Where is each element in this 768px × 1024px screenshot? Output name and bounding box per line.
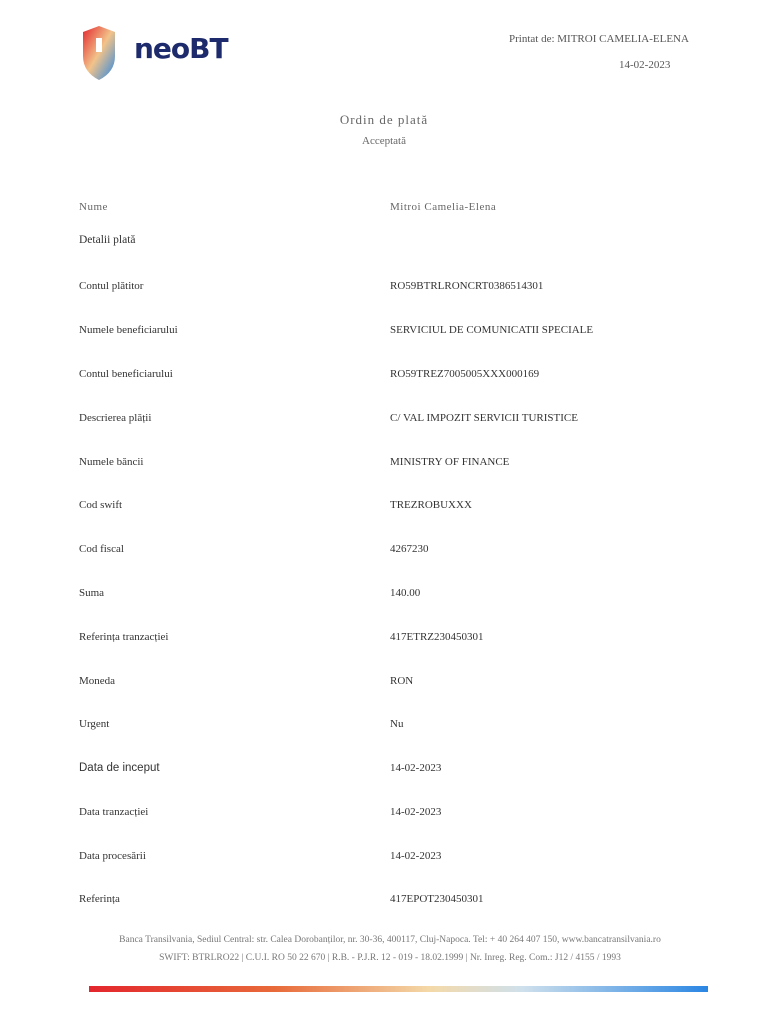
footer-registration: SWIFT: BTRLRO22 | C.U.I. RO 50 22 670 | R.B. - P.J.R. 12 - 019 - 18.02.1999 | Nr. Inreg. Reg. Com.: J12 / 4155 / 1993	[159, 953, 621, 963]
row-value: Nu	[390, 718, 404, 730]
row-label: Numele băncii	[79, 456, 144, 468]
row-label: Urgent	[79, 718, 110, 730]
row-label: Suma	[79, 587, 105, 599]
row-value: 140.00	[390, 587, 421, 599]
document-title: Ordin de plată	[339, 112, 429, 127]
row-value: SERVICIUL DE COMUNICATII SPECIALE	[390, 324, 594, 336]
row-value: RO59BTRLRONCRT0386514301	[390, 280, 544, 292]
logo-text: neoBT	[134, 32, 228, 65]
row-label: Cod swift	[79, 499, 123, 511]
row-value: 14-02-2023	[390, 806, 442, 818]
row-value: 417EPOT230450301	[390, 893, 484, 905]
row-label: Descrierea plății	[79, 412, 152, 424]
row-label: Contul beneficiarului	[79, 368, 173, 380]
row-label: Numele beneficiarului	[79, 324, 178, 336]
row-label: Data de inceput	[79, 762, 160, 774]
row-value: MINISTRY OF FINANCE	[390, 456, 510, 468]
footer-address: Banca Transilvania, Sediul Central: str. Calea Dorobanților, nr. 30-36, 400117, Cluj-Napoca. Tel: + 40 264 407 150, www.bancatransilvania.ro	[119, 935, 661, 945]
document-status: Acceptată	[362, 135, 406, 147]
row-value: C/ VAL IMPOZIT SERVICII TURISTICE	[390, 412, 578, 424]
row-label: Contul plătitor	[79, 280, 144, 292]
printed-by: Printat de: MITROI CAMELIA-ELENA	[509, 33, 689, 45]
section-title: Detalii plată	[79, 234, 136, 246]
row-label: Referința	[79, 893, 120, 905]
brand-gradient-bar	[89, 986, 708, 992]
row-label: Cod fiscal	[79, 543, 124, 555]
row-value: 14-02-2023	[390, 762, 442, 774]
row-value: TREZROBUXXX	[390, 499, 472, 511]
name-value: Mitroi Camelia-Elena	[390, 201, 497, 213]
printed-date: 14-02-2023	[619, 59, 671, 71]
row-label: Data tranzacției	[79, 806, 149, 818]
row-label: Data procesării	[79, 850, 146, 862]
shield-icon	[83, 26, 115, 80]
row-value: 417ETRZ230450301	[390, 631, 484, 643]
row-value: RO59TREZ7005005XXX000169	[390, 368, 540, 380]
row-value: 14-02-2023	[390, 850, 442, 862]
row-value: 4267230	[390, 543, 429, 555]
row-label: Moneda	[79, 675, 116, 687]
row-label: Referința tranzacției	[79, 631, 169, 643]
name-label: Nume	[79, 201, 108, 213]
row-value: RON	[390, 675, 414, 687]
